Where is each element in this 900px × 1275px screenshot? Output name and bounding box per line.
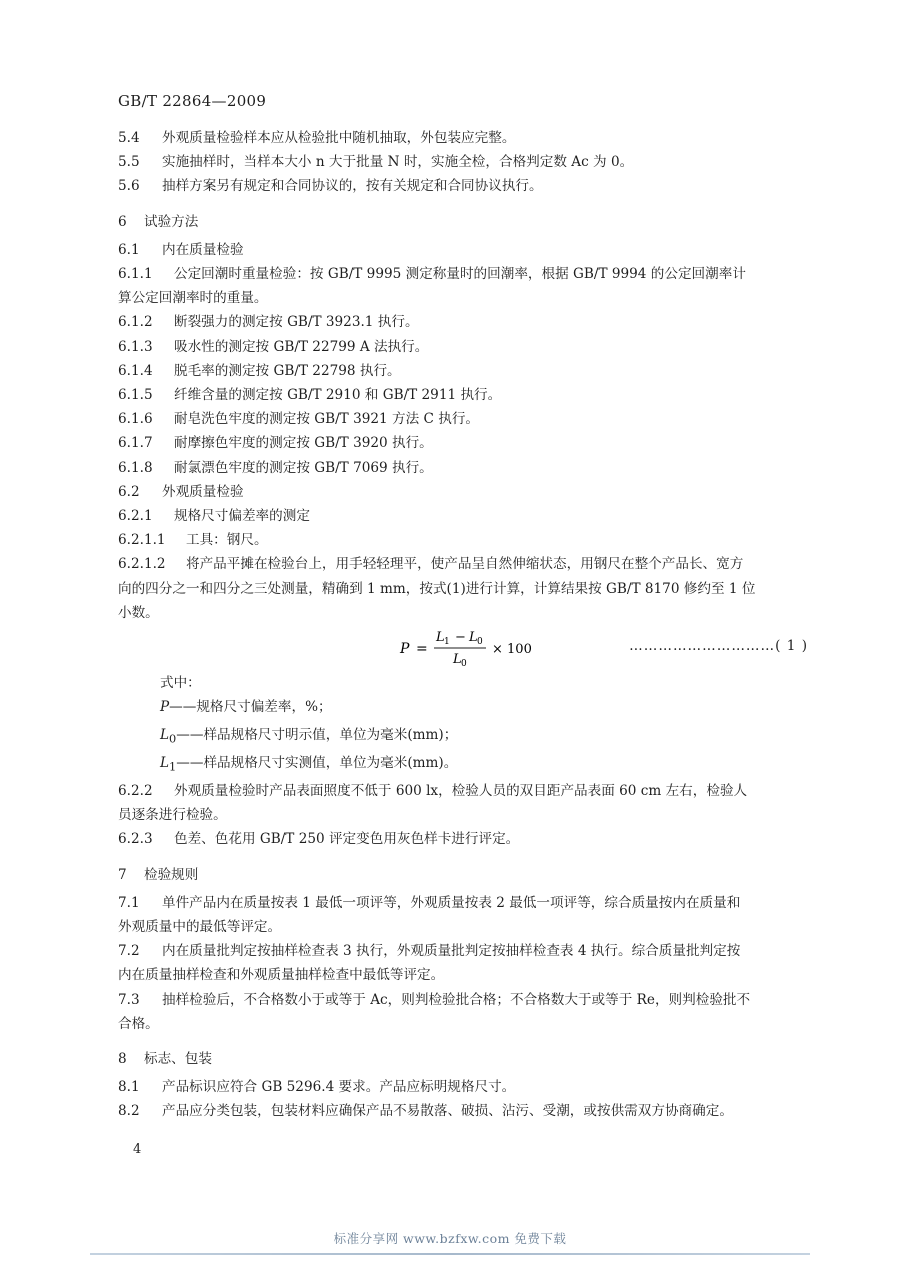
clause-7-3 xyxy=(118,988,808,1012)
clause-5-4 xyxy=(118,126,808,150)
clause-7-2-cont: 内在质量抽样检查和外观质量抽样检查中最低等评定。 xyxy=(118,967,445,984)
formula-number xyxy=(629,634,808,658)
clause-6-2-1-2-cont2: 小数。 xyxy=(118,604,159,621)
clause-7-3-cont: 合格。 xyxy=(118,1015,159,1032)
formula-denominator: L xyxy=(453,652,462,668)
section-title: 检验规则 xyxy=(144,866,199,883)
clause-number: 6.2.1.1 xyxy=(118,532,166,549)
clause-5-6 xyxy=(118,174,808,198)
clause-6-1-6 xyxy=(118,407,808,431)
clause-number: 7.3 xyxy=(118,991,140,1008)
variable-subscript: 0 xyxy=(169,731,177,746)
section-title: 标志、包装 xyxy=(144,1051,212,1068)
clause-title: 内在质量检验 xyxy=(162,241,244,258)
clause-6-1-8 xyxy=(118,456,808,480)
clause-text: 外观质量检验时产品表面照度不低于 600 lx，检验人员的双目距产品表面 60 cm 左右，检验人 xyxy=(174,783,748,800)
clause-number: 5.6 xyxy=(118,178,140,195)
clause-5-5 xyxy=(118,150,808,174)
formula-lhs: P xyxy=(400,641,410,658)
clause-number: 6.2.2 xyxy=(118,783,153,800)
clause-number: 8.2 xyxy=(118,1103,140,1120)
clause-8-2 xyxy=(118,1099,808,1123)
clause-6-1-2 xyxy=(118,310,808,334)
clause-text: 耐氯漂色牢度的测定按 GB/T 7069 执行。 xyxy=(174,459,433,476)
clause-text: 工具：钢尺。 xyxy=(186,532,268,549)
clause-text: 产品应分类包装，包装材料应确保产品不易散落、破损、沾污、受潮，或按供需双方协商确定。 xyxy=(162,1103,733,1120)
variable-dash: —— xyxy=(176,755,204,772)
clause-number: 8.1 xyxy=(118,1079,140,1096)
formula-equals: = xyxy=(416,641,428,658)
clause-text: 抽样检验后，不合格数小于或等于 Ac，则判检验批合格；不合格数大于或等于 Re，则判检验批不 xyxy=(162,991,751,1008)
where-label: 式中： xyxy=(160,675,201,692)
clause-text: 产品标识应符合 GB 5296.4 要求。产品应标明规格尺寸。 xyxy=(162,1079,516,1096)
clause-6-2-2-cont: 员逐条进行检验。 xyxy=(118,807,227,824)
formula-numerator-a-sub: 1 xyxy=(444,637,450,648)
variable-p xyxy=(160,695,808,723)
section-number: 6 xyxy=(118,213,127,230)
clause-text: 纤维含量的测定按 GB/T 2910 和 GB/T 2911 执行。 xyxy=(174,387,502,404)
section-7-heading xyxy=(118,863,808,887)
standard-code-header: GB/T 22864—2009 xyxy=(118,92,267,110)
clause-6-1-7 xyxy=(118,431,808,455)
variable-dash: —— xyxy=(176,727,204,744)
clause-6-1-1 xyxy=(118,262,808,286)
clause-number: 5.5 xyxy=(118,154,140,171)
clause-7-1-cont: 外观质量中的最低等评定。 xyxy=(118,919,282,936)
clause-text: 色差、色花用 GB/T 250 评定变色用灰色样卡进行评定。 xyxy=(174,831,520,848)
section-number: 7 xyxy=(118,866,127,883)
variable-description: 规格尺寸偏差率，%； xyxy=(196,699,332,716)
clause-6-1 xyxy=(118,238,808,262)
clause-text: 公定回潮时重量检验：按 GB/T 9995 测定称量时的回潮率，根据 GB/T 9994 的公定回潮率计 xyxy=(174,266,746,283)
clause-6-1-4 xyxy=(118,359,808,383)
clause-number: 7.1 xyxy=(118,894,140,911)
clause-number: 6.2.1.2 xyxy=(118,556,166,573)
clause-title: 外观质量检验 xyxy=(162,483,244,500)
section-8-heading xyxy=(118,1047,808,1071)
clause-number: 6.1.4 xyxy=(118,362,153,379)
clause-6-2-2 xyxy=(118,779,808,803)
footer-rule xyxy=(90,1253,810,1255)
clause-number: 6.1.2 xyxy=(118,314,153,331)
clause-number: 6.2 xyxy=(118,483,140,500)
clause-number: 6.1.7 xyxy=(118,435,153,452)
formula-label: ( 1 ) xyxy=(775,638,808,655)
clause-6-1-3 xyxy=(118,335,808,359)
clause-text: 将产品平摊在检验台上，用手轻轻理平，使产品呈自然伸缩状态，用钢尺在整个产品长、宽方 xyxy=(186,556,744,573)
clause-text: 吸水性的测定按 GB/T 22799 A 法执行。 xyxy=(174,338,429,355)
variable-symbol: L xyxy=(160,727,170,744)
clause-7-2 xyxy=(118,939,808,963)
clause-number: 6.2.3 xyxy=(118,831,153,848)
clause-text: 耐皂洗色牢度的测定按 GB/T 3921 方法 C 执行。 xyxy=(174,411,480,428)
clause-6-1-1-cont: 算公定回潮率时的重量。 xyxy=(118,290,268,307)
clause-text: 外观质量检验样本应从检验批中随机抽取，外包装应完整。 xyxy=(162,130,516,146)
clause-7-1 xyxy=(118,891,808,915)
clause-6-2-3 xyxy=(118,827,808,851)
variable-dash: —— xyxy=(169,699,197,716)
section-6-heading xyxy=(118,210,808,234)
section-title: 试验方法 xyxy=(144,213,199,230)
variable-l1 xyxy=(160,751,808,779)
clause-number: 6.1.8 xyxy=(118,459,153,476)
formula-minus: − xyxy=(455,630,466,646)
clause-number: 7.2 xyxy=(118,943,140,960)
clause-text: 断裂强力的测定按 GB/T 3923.1 执行。 xyxy=(174,314,419,331)
clause-text: 耐摩擦色牢度的测定按 GB/T 3920 执行。 xyxy=(174,435,433,452)
clause-8-1 xyxy=(118,1075,808,1099)
variable-description: 样品规格尺寸明示值，单位为毫米(mm)； xyxy=(203,727,458,744)
clause-text: 脱毛率的测定按 GB/T 22798 执行。 xyxy=(174,362,401,379)
clause-6-2 xyxy=(118,480,808,504)
variable-definitions xyxy=(118,671,808,779)
clause-text: 内在质量批判定按抽样检查表 3 执行，外观质量批判定按抽样检查表 4 执行。综合质量批判定按 xyxy=(162,943,741,960)
clause-text: 抽样方案另有规定和合同协议的，按有关规定和合同协议执行。 xyxy=(162,178,543,195)
clause-6-2-1-2 xyxy=(118,552,808,576)
clause-text: 单件产品内在质量按表 1 最低一项评等，外观质量按表 2 最低一项评等，综合质量按内在质量和 xyxy=(162,894,741,911)
formula-numerator-a: L xyxy=(436,630,445,646)
clause-number: 6.1 xyxy=(118,241,140,258)
formula-numerator-b: L xyxy=(469,630,478,646)
clause-number: 6.1.1 xyxy=(118,266,153,283)
variable-description: 样品规格尺寸实测值，单位为毫米(mm)。 xyxy=(203,755,458,772)
clause-6-2-1-1 xyxy=(118,528,808,552)
formula-denominator-sub: 0 xyxy=(461,659,467,668)
variable-subscript: 1 xyxy=(169,759,177,774)
clause-6-2-1-2-cont: 向的四分之一和四分之三处测量，精确到 1 mm，按式(1)进行计算，计算结果按 GB/T 8170 修约至 1 位 xyxy=(118,580,756,597)
clause-number: 5.4 xyxy=(118,130,140,146)
formula-1 xyxy=(118,627,808,667)
clause-6-1-5 xyxy=(118,383,808,407)
clause-number: 6.1.5 xyxy=(118,387,153,404)
formula-numerator-b-sub: 0 xyxy=(477,637,483,648)
clause-number: 6.1.3 xyxy=(118,338,153,355)
clause-6-2-1 xyxy=(118,504,808,528)
document-body xyxy=(118,126,808,1124)
section-number: 8 xyxy=(118,1051,127,1068)
clause-number: 6.2.1 xyxy=(118,508,153,525)
footer-watermark[interactable]: 标准分享网 www.bzfxw.com 免费下载 xyxy=(333,1231,567,1246)
page-number: 4 xyxy=(133,1142,142,1157)
variable-symbol: L xyxy=(160,755,170,772)
formula-expression xyxy=(118,627,578,667)
variable-l0 xyxy=(160,723,808,751)
variable-symbol: P xyxy=(160,699,170,716)
clause-text: 规格尺寸偏差率的测定 xyxy=(174,508,310,525)
formula-multiplier: × 100 xyxy=(492,642,532,658)
clause-number: 6.1.6 xyxy=(118,411,153,428)
formula-leader-dots: ………………………… xyxy=(629,638,776,655)
clause-text: 实施抽样时，当样本大小 n 大于批量 N 时，实施全检，合格判定数 Ac 为 0。 xyxy=(162,154,634,171)
